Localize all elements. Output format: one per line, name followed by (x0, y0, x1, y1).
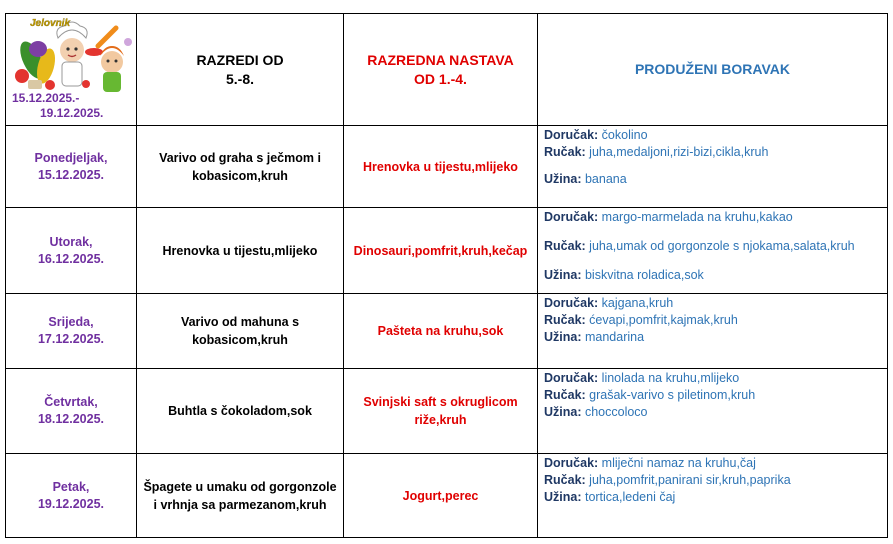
day-row-thursday (6, 369, 888, 454)
day-name: Petak, (52, 479, 90, 494)
breakfast-line (544, 295, 881, 312)
lunch-value: juha,pomfrit,panirani sir,kruh,paprika (585, 473, 791, 487)
header-senior-line1: RAZREDI OD (196, 51, 284, 68)
day-date: 19.12.2025. (37, 496, 105, 511)
junior-meal (344, 454, 538, 538)
senior-meal-line: kobasicom,kruh (192, 333, 288, 347)
snack-line (544, 329, 881, 346)
breakfast-line (544, 370, 881, 387)
senior-meal-line: Špagete u umaku od gorgonzole (143, 479, 337, 494)
lunch-label: Ručak: (544, 239, 586, 253)
lunch-line (544, 238, 881, 255)
lunch-label: Ručak: (544, 473, 586, 487)
extended-meals (538, 126, 888, 208)
breakfast-value: linolada na kruhu,mlijeko (598, 371, 740, 385)
senior-meal-line: i vrhnja sa parmezanom,kruh (153, 497, 327, 512)
breakfast-label: Doručak: (544, 210, 599, 224)
snack-line (544, 267, 881, 284)
extended-meals (538, 369, 888, 454)
snack-value: choccoloco (581, 405, 648, 419)
junior-meal (344, 208, 538, 294)
breakfast-label: Doručak: (544, 128, 599, 142)
snack-value: biskvitna roladica,sok (581, 268, 704, 282)
lunch-label: Ručak: (544, 313, 586, 327)
junior-meal (344, 369, 538, 454)
breakfast-label: Doručak: (544, 371, 599, 385)
senior-meal (137, 208, 344, 294)
junior-meal-line: riže,kruh (414, 413, 467, 427)
logo-text: Jelovnik (30, 18, 71, 29)
senior-meal (137, 369, 344, 454)
snack-label: Užina: (544, 330, 582, 344)
snack-label: Užina: (544, 172, 582, 186)
extended-meals (538, 454, 888, 538)
junior-meal (344, 294, 538, 369)
snack-label: Užina: (544, 490, 582, 504)
lunch-line (544, 144, 881, 161)
lunch-value: juha,medaljoni,rizi-bizi,cikla,kruh (585, 145, 769, 159)
day-cell (6, 294, 137, 369)
senior-meal-line: Buhtla s čokoladom,sok (168, 404, 312, 418)
snack-line (544, 171, 881, 188)
logo-cell (6, 14, 137, 126)
jelovnik-logo (6, 14, 137, 125)
senior-meal (137, 294, 344, 369)
senior-meal-line: kobasicom,kruh (192, 168, 288, 183)
snack-value: tortica,ledeni čaj (581, 490, 676, 504)
header-junior-line2: OD 1.-4. (414, 70, 467, 87)
junior-meal (344, 126, 538, 208)
lunch-line (544, 472, 881, 489)
senior-meal-line: Varivo od graha s ječmom i (159, 150, 321, 165)
breakfast-value: margo-marmelada na kruhu,kakao (598, 210, 793, 224)
day-date: 16.12.2025. (37, 251, 105, 266)
junior-meal-line: Jogurt,perec (402, 488, 479, 503)
junior-meal-line: Pašteta na kruhu,sok (377, 324, 504, 338)
breakfast-value: kajgana,kruh (598, 296, 674, 310)
breakfast-label: Doručak: (544, 296, 599, 310)
menu-table (5, 13, 888, 538)
week-start: 15.12.2025.- (12, 91, 80, 105)
extended-meals (538, 208, 888, 294)
header-senior-line2: 5.-8. (225, 70, 254, 87)
day-name: Srijeda, (48, 315, 94, 329)
snack-value: banana (581, 172, 627, 186)
junior-meal-line: Hrenovka u tijestu,mlijeko (363, 159, 518, 174)
breakfast-line (544, 209, 881, 226)
junior-meal-line: Svinjski saft s okruglicom (363, 395, 518, 409)
senior-meal-line: Varivo od mahuna s (180, 315, 300, 329)
snack-line (544, 404, 881, 421)
day-cell (6, 454, 137, 538)
senior-meal (137, 126, 344, 208)
day-cell (6, 208, 137, 294)
day-row-tuesday (6, 208, 888, 294)
day-row-monday (6, 126, 888, 208)
lunch-label: Ručak: (544, 388, 586, 402)
lunch-value: juha,umak od gorgonzole s njokama,salata,kruh (585, 239, 855, 253)
day-date: 18.12.2025. (37, 412, 105, 426)
lunch-line (544, 312, 881, 329)
week-end: 19.12.2025. (40, 106, 104, 120)
snack-line (544, 489, 881, 506)
day-date: 17.12.2025. (37, 332, 105, 346)
day-cell (6, 126, 137, 208)
breakfast-line (544, 127, 881, 144)
lunch-label: Ručak: (544, 145, 586, 159)
day-name: Četvrtak, (44, 395, 98, 409)
breakfast-value: mliječni namaz na kruhu,čaj (598, 456, 756, 470)
header-extended: PRODUŽENI BORAVAK (538, 14, 888, 126)
header-row (6, 14, 888, 126)
extended-meals (538, 294, 888, 369)
day-date: 15.12.2025. (37, 167, 105, 182)
lunch-line (544, 387, 881, 404)
breakfast-line (544, 455, 881, 472)
lunch-value: grašak-varivo s piletinom,kruh (585, 388, 756, 402)
snack-label: Užina: (544, 268, 582, 282)
day-cell (6, 369, 137, 454)
senior-meal-line: Hrenovka u tijestu,mlijeko (162, 243, 318, 258)
day-row-friday (6, 454, 888, 538)
day-name: Utorak, (49, 234, 93, 249)
junior-meal-line: Dinosauri,pomfrit,kruh,kečap (353, 243, 528, 258)
header-junior (344, 14, 538, 126)
snack-value: mandarina (581, 330, 645, 344)
snack-label: Užina: (544, 405, 582, 419)
breakfast-value: čokolino (598, 128, 648, 142)
header-junior-line1: RAZREDNA NASTAVA (367, 51, 514, 68)
day-name: Ponedjeljak, (34, 150, 108, 165)
senior-meal (137, 454, 344, 538)
day-row-wednesday (6, 294, 888, 369)
breakfast-label: Doručak: (544, 456, 599, 470)
chef-vegetables-icon (10, 16, 134, 94)
lunch-value: ćevapi,pomfrit,kajmak,kruh (585, 313, 738, 327)
